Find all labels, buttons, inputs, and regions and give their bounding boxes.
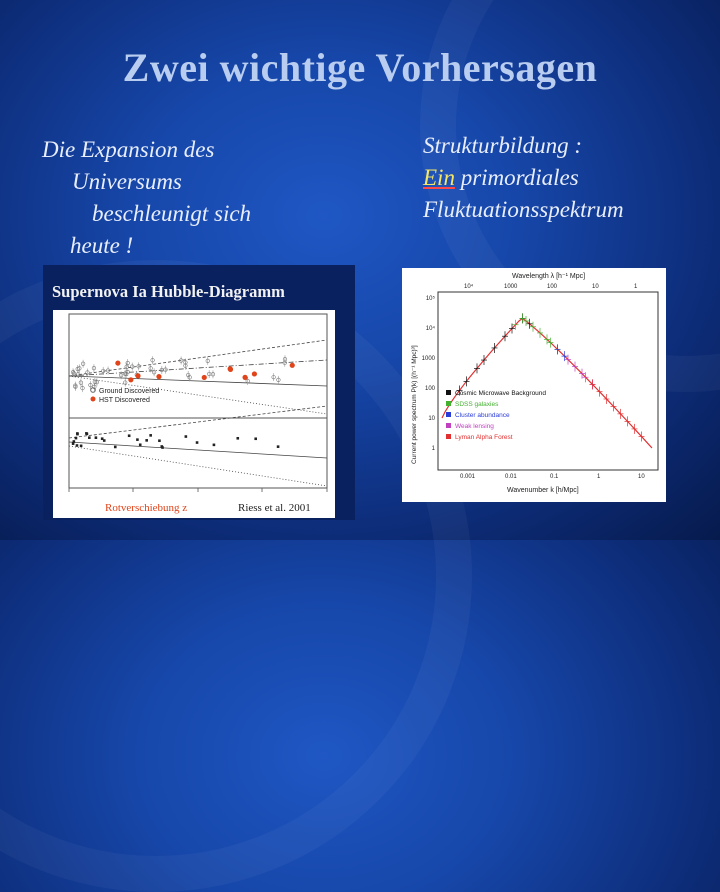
y-tick: 100 (424, 386, 435, 392)
binned-point (75, 437, 78, 440)
legend-swatch (446, 434, 451, 439)
supernova-hubble-figure (43, 265, 355, 520)
binned-point (114, 446, 117, 449)
left-line-4: heute ! (70, 233, 134, 258)
binned-point (196, 441, 199, 444)
power-spectrum-plot (402, 268, 666, 502)
bottom-tick: 0.001 (460, 474, 476, 480)
binned-point (128, 434, 131, 437)
bottom-axis-label: Wavenumber k [h/Mpc] (507, 487, 579, 494)
right-bullet-text (423, 130, 713, 226)
y-tick: 1000 (421, 356, 435, 362)
legend-swatch (446, 401, 451, 406)
supernova-hst-point (156, 374, 161, 379)
plot-background (53, 310, 335, 518)
legend-entry: Lyman Alpha Forest (455, 434, 513, 441)
legend-entry: SDSS galaxies (455, 401, 499, 408)
binned-point (213, 444, 216, 447)
bottom-tick: 1 (597, 474, 601, 480)
supernova-hst-point (242, 375, 247, 380)
bottom-tick: 10 (638, 474, 645, 480)
top-tick: 10⁴ (464, 284, 474, 290)
binned-point (145, 439, 148, 442)
binned-point (136, 438, 139, 441)
legend-marker-hst (91, 397, 96, 402)
y-axis-label: Current power spectrum P(k) [(h⁻¹ Mpc)³] (411, 345, 418, 464)
legend-hst: HST Discovered (99, 397, 150, 404)
supernova-figure-title: Supernova Ia Hubble-Diagramm (52, 282, 285, 301)
supernova-hst-point (228, 367, 233, 372)
binned-point (161, 446, 164, 449)
left-line-3: beschleunigt sich (92, 201, 252, 226)
binned-point (101, 437, 104, 440)
bottom-tick: 0.01 (505, 474, 517, 480)
y-tick: 10⁴ (425, 326, 435, 332)
binned-point (149, 434, 152, 437)
left-bullet-text (42, 134, 342, 262)
binned-point (254, 437, 257, 440)
binned-point (277, 445, 280, 448)
binned-point (88, 436, 91, 439)
supernova-hst-point (135, 373, 140, 378)
supernova-hst-point (128, 377, 133, 382)
binned-point (95, 436, 98, 439)
plot-background (402, 268, 666, 502)
y-tick: 10 (428, 416, 435, 422)
binned-point (236, 437, 239, 440)
binned-point (73, 440, 76, 443)
highlighted-word: Ein (423, 165, 455, 190)
binned-point (85, 432, 88, 435)
left-line-2: Universums (72, 169, 182, 194)
hubble-x-axis-label: Rotverschiebung z (105, 502, 188, 514)
binned-point (76, 444, 79, 447)
top-tick: 100 (547, 284, 558, 290)
y-tick: 1 (431, 446, 435, 452)
binned-point (80, 445, 83, 448)
supernova-hst-point (290, 363, 295, 368)
legend-entry: Weak lensing (455, 423, 494, 430)
supernova-hst-point (202, 375, 207, 380)
supernova-hst-point (115, 360, 120, 365)
top-tick: 10 (592, 284, 599, 290)
binned-point (76, 433, 79, 436)
power-spectrum-figure (402, 268, 666, 502)
left-line-1: Die Expansion des (42, 137, 215, 162)
legend-swatch (446, 423, 451, 428)
slide-title: Zwei wichtige Vorhersagen (122, 45, 598, 90)
top-tick: 1 (634, 284, 638, 290)
bottom-tick: 0.1 (550, 474, 559, 480)
right-line-3: Fluktuationsspektrum (423, 197, 624, 222)
legend-entry: Cosmic Microwave Background (455, 390, 547, 397)
legend-ground: Ground Discovered (99, 388, 160, 395)
y-tick: 10⁵ (425, 296, 435, 302)
supernova-hst-point (252, 371, 257, 376)
binned-point (158, 439, 161, 442)
binned-point (139, 443, 142, 446)
top-axis-label: Wavelength λ [h⁻¹ Mpc] (512, 273, 586, 280)
right-line-2-rest: primordiales (454, 165, 579, 190)
legend-swatch (446, 390, 451, 395)
legend-swatch (446, 412, 451, 417)
top-tick: 1000 (504, 284, 518, 290)
hubble-diagram-plot (53, 310, 335, 518)
hubble-credit: Riess et al. 2001 (238, 502, 311, 514)
right-line-2 (423, 162, 713, 194)
binned-point (185, 435, 188, 438)
legend-entry: Cluster abundance (455, 412, 510, 419)
right-line-1: Strukturbildung : (423, 133, 583, 158)
